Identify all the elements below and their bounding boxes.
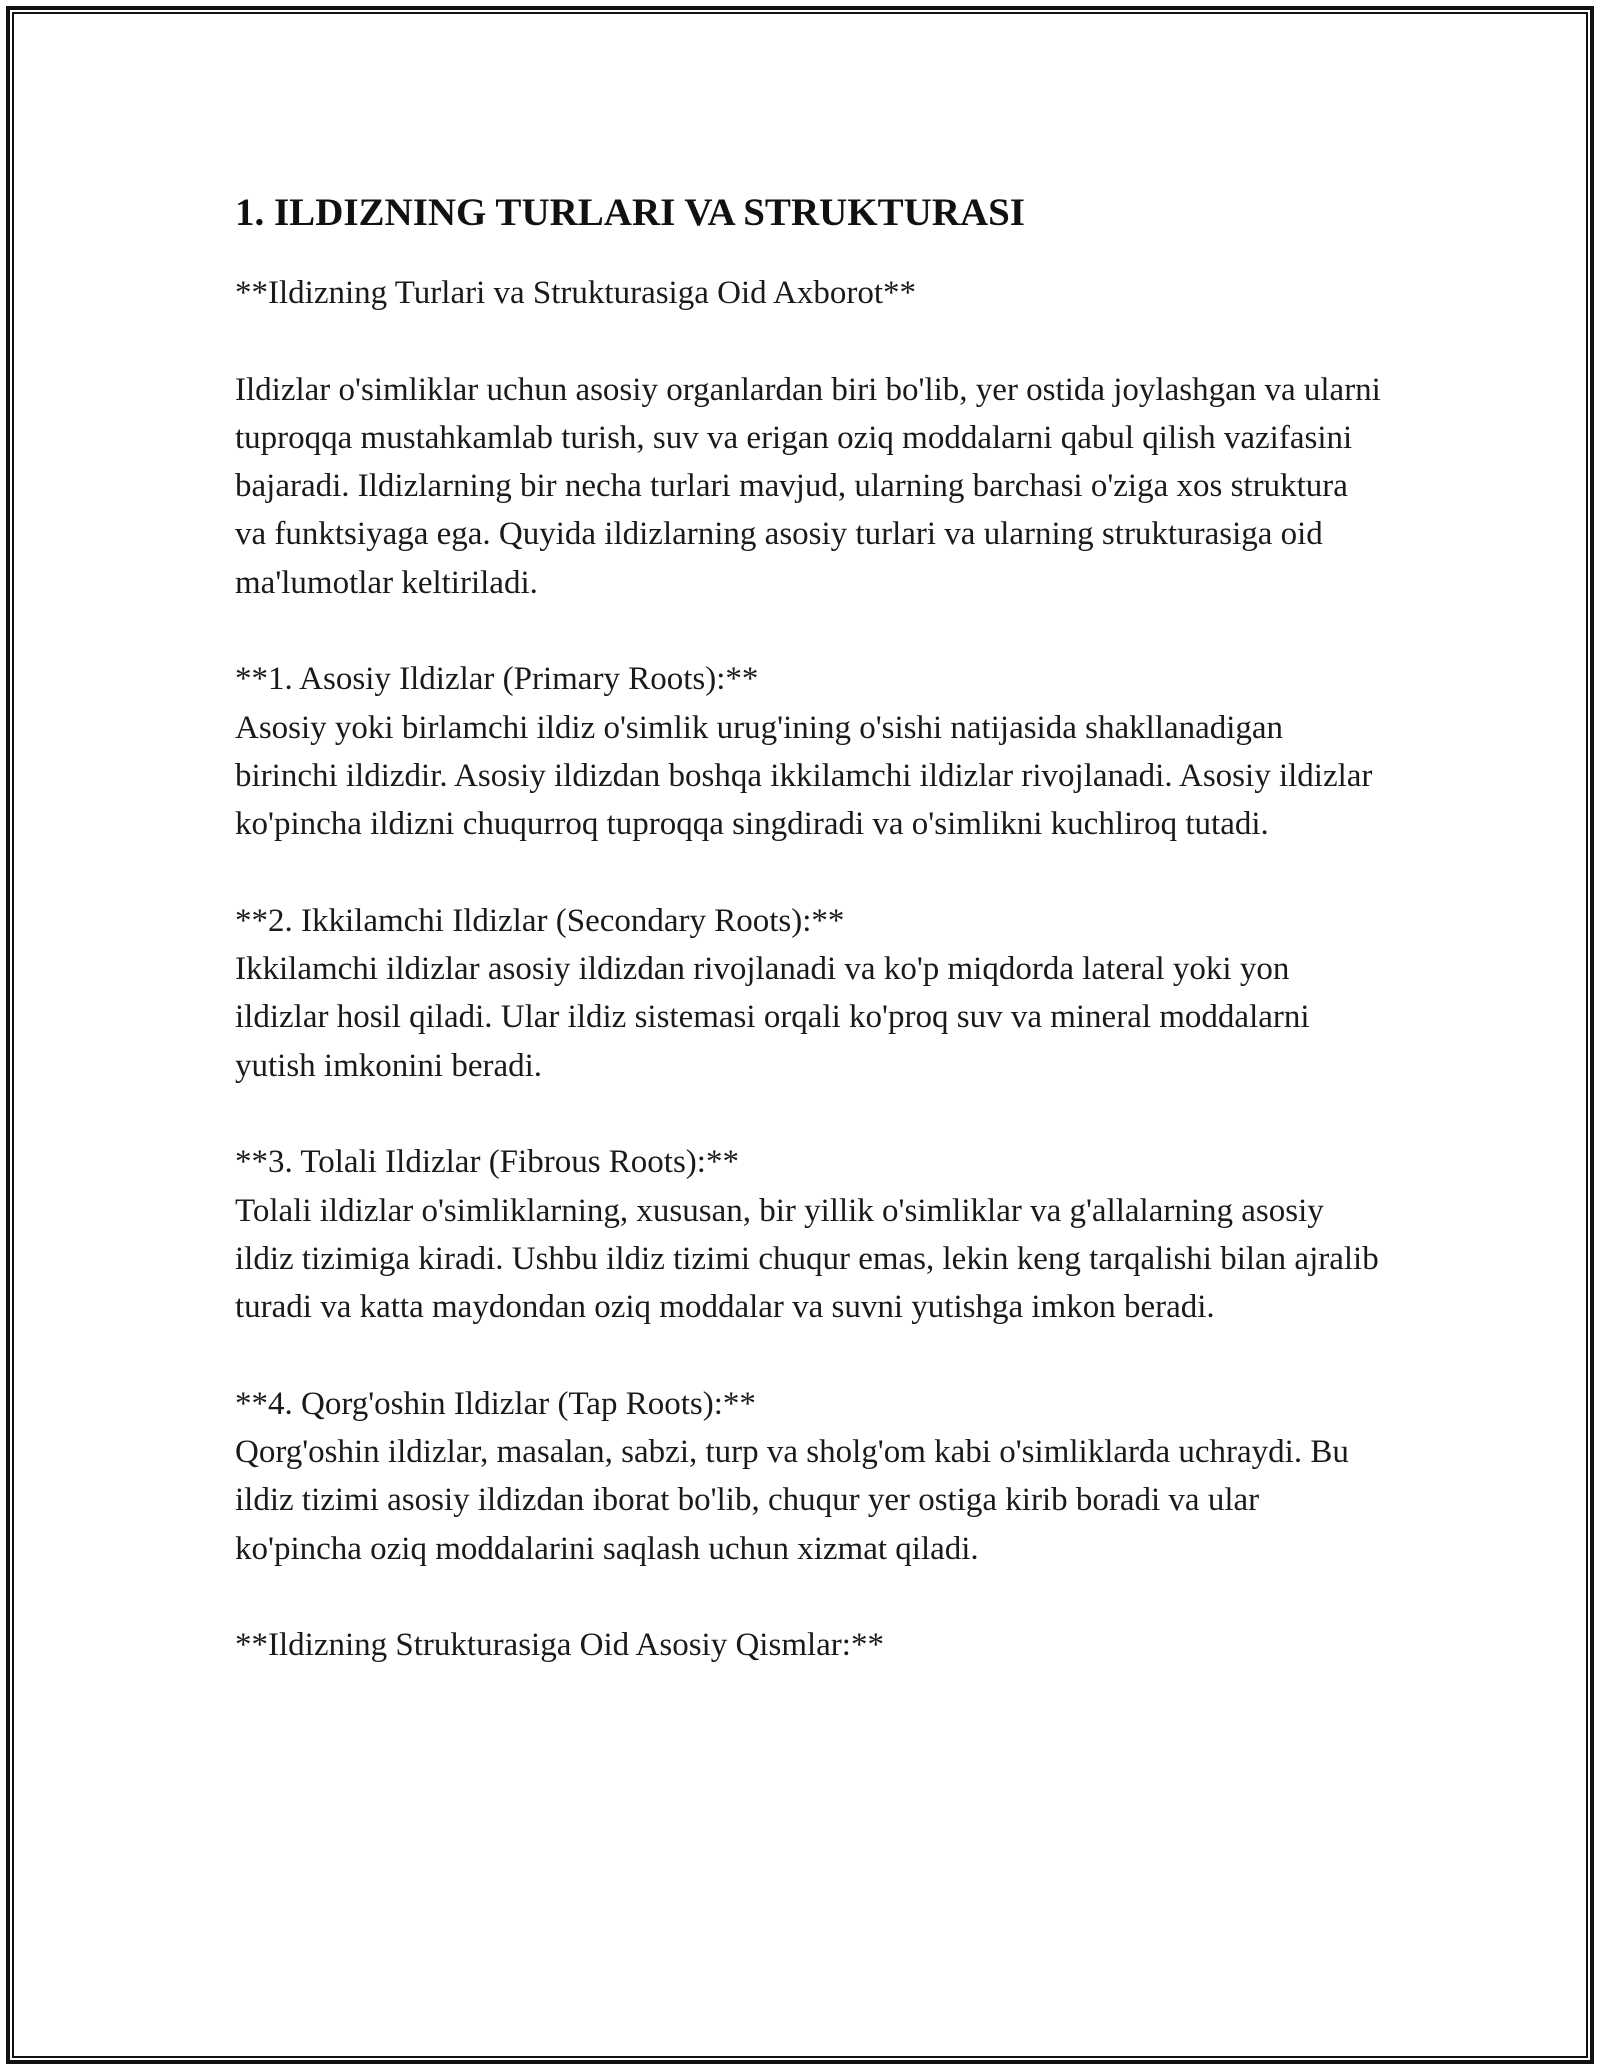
paragraph-gap xyxy=(235,1573,1385,1621)
closing-heading: **Ildizning Strukturasiga Oid Asosiy Qismlar:** xyxy=(235,1627,884,1664)
paragraph-gap xyxy=(235,1090,1385,1138)
section-body-tap-roots: Qorg'oshin ildizlar, masalan, sabzi, turp va sholg'om kabi o'simliklarda uchraydi. Bu ildiz tizimi asosiy ildizdan iborat bo'lib, chuqur yer ostiga kirib boradi va ular ko'pincha oziq moddalarini saqlash uchun xizmat qiladi. xyxy=(235,1434,1358,1567)
paragraph-gap xyxy=(235,1332,1385,1380)
intro-paragraph: Ildizlar o'simliklar uchun asosiy organlardan biri bo'lib, yer ostida joylashgan va ularni tuproqqa mustahkamlab turish, suv va erigan oziq moddalarni qabul qilish vazifasini bajaradi. Ildizlarning bir necha turlari mavjud, ularning barchasi o'ziga xos struktura va funktsiyaga ega. Quyida ildizlarning asosiy turlari va ularning strukturasiga oid ma'lumotlar keltiriladi. xyxy=(235,371,1390,601)
document-heading: 1. ILDIZNING TURLARI VA STRUKTURASI xyxy=(235,191,1025,234)
section-body-fibrous-roots: Tolali ildizlar o'simliklarning, xususan, bir yillik o'simliklar va g'allalarning asosiy ildiz tizimiga kiradi. Ushbu ildiz tizimi chuqur emas, lekin keng tarqalishi bilan ajralib turadi va katta maydondan oziq moddalar va suvni yutishga imkon beradi. xyxy=(235,1192,1387,1326)
document-body xyxy=(235,185,1390,1670)
paragraph-gap xyxy=(235,849,1385,897)
section-title-tap-roots: **4. Qorg'oshin Ildizlar (Tap Roots):** xyxy=(235,1385,756,1422)
paragraph-gap xyxy=(235,317,1385,365)
section-title-fibrous-roots: **3. Tolali Ildizlar (Fibrous Roots):** xyxy=(235,1144,739,1181)
section-body-primary-roots: Asosiy yoki birlamchi ildiz o'simlik urug'ining o'sishi natijasida shakllanadigan birinchi ildizdir. Asosiy ildizdan boshqa ikkilamchi ildizlar rivojlanadi. Asosiy ildizlar ko'pincha ildizni chuqurroq tuproqqa singdiradi va o'simlikni kuchliroq tutadi. xyxy=(235,709,1381,843)
document-subtitle: **Ildizning Turlari va Strukturasiga Oid Axborot** xyxy=(235,275,917,311)
paragraph-gap xyxy=(235,607,1385,655)
section-body-secondary-roots: Ikkilamchi ildizlar asosiy ildizdan rivojlanadi va ko'p miqdorda lateral yoki yon ildizlar hosil qiladi. Ular ildiz sistemasi orqali ko'proq suv va mineral moddalarni yutish imkonini beradi. xyxy=(235,951,1318,1084)
section-title-secondary-roots: **2. Ikkilamchi Ildizlar (Secondary Roots):** xyxy=(235,902,845,939)
section-title-primary-roots: **1. Asosiy Ildizlar (Primary Roots):** xyxy=(235,661,759,698)
